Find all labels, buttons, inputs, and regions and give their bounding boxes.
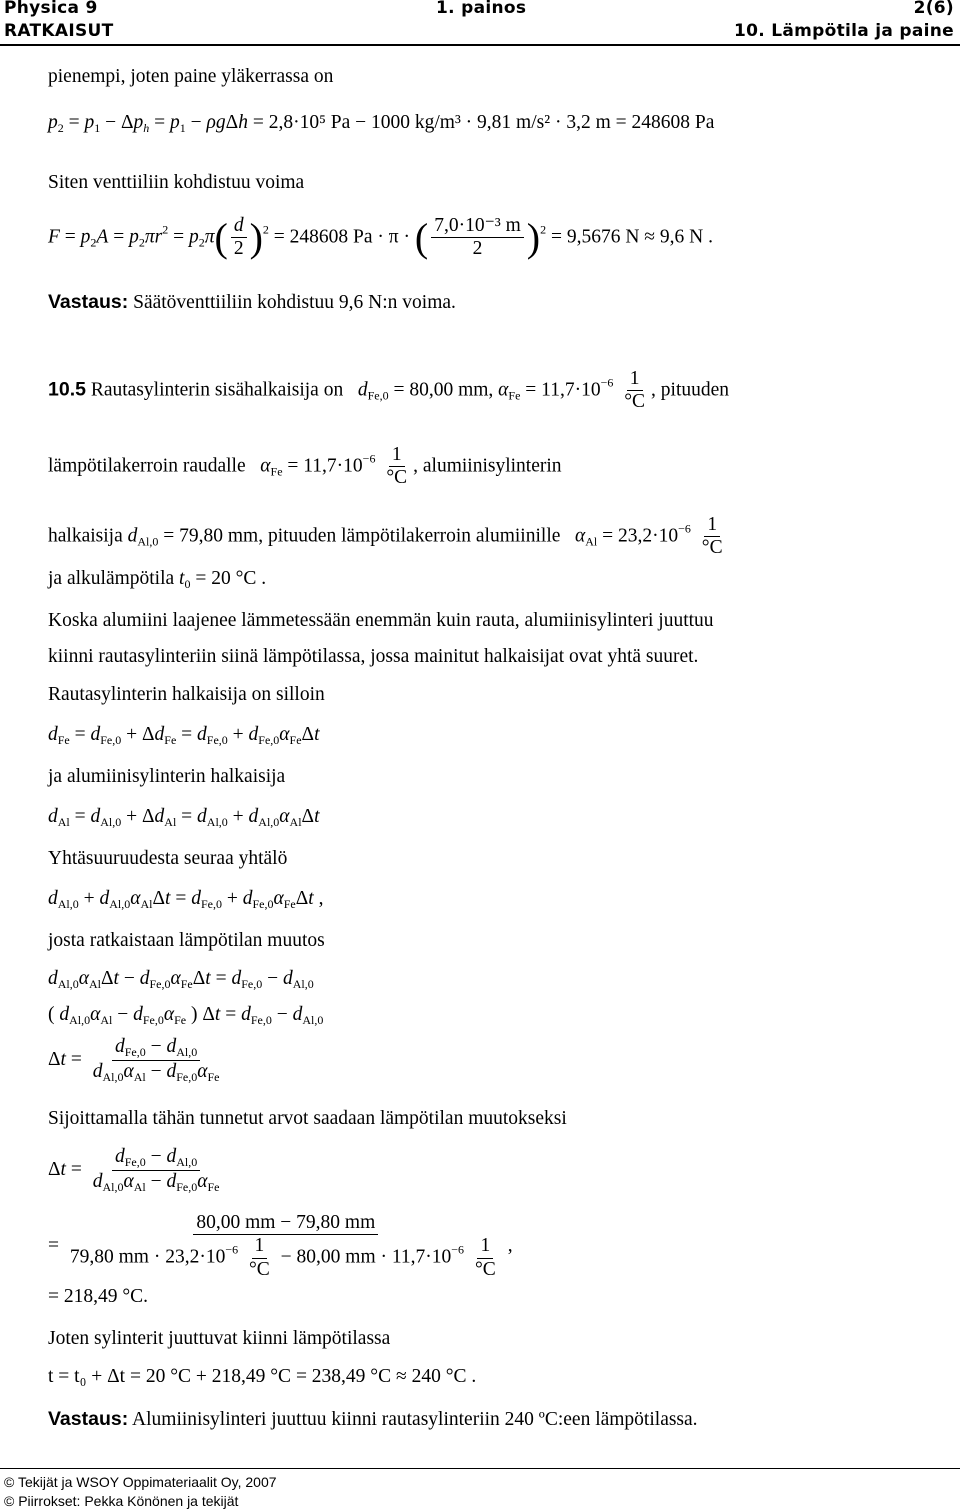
paragraph-6: ja alumiinisylinterin halkaisija (48, 766, 286, 787)
equation-equality: $d_{Al,0} + d_{Al,0}\alpha_{Al}\Delta t = d_{Fe,0} + d_{Fe,0}\alpha_{Fe}\Delta t$ , (48, 888, 324, 911)
equation-solve-1: $d_{Al,0}\alpha_{Al}\Delta t - d_{Fe,0}\alpha_{Fe}\Delta t = d_{Fe,0} - d_{Al,0}$ (48, 968, 314, 991)
equation-d-al: $d_{Al} = d_{Al,0} + \Delta d_{Al} = d_{Al,0} + d_{Al,0}\alpha_{Al}\Delta t$ (48, 806, 320, 829)
pressure-equation: $p_2 = p_1 - \Delta p_h = p_1 - \rho g\Delta h = 2,8\cdot 10^5$ Pa − 1000 kg/m³ · 9,81 m/s² · 3,2 m = 248608 Pa (48, 112, 715, 135)
paragraph-3: Koska alumiini laajenee lämmetessään enemmän kuin rauta, alumiinisylinteri juuttuu (48, 610, 714, 631)
force-equation: $F = p_2A = p_2\pi r^2 = p_2\pi$( $\frac{d}{2}$ )$^2$ = 248608 Pa · π · ( $\frac{\text{7,0·10⁻³ m}}{2}$ )$^2$ = 9,5676 N ≈ 9,6 N . (48, 214, 713, 260)
chapter-title: 10. Lämpötila ja paine (734, 21, 954, 41)
paragraph-2: Siten venttiiliin kohdistuu voima (48, 172, 305, 193)
edition: 1. painos (436, 0, 527, 18)
footer-rule (0, 1468, 960, 1469)
paragraph-8: josta ratkaistaan lämpötilan muutos (48, 930, 325, 951)
paragraph-10: Joten sylinterit juuttuvat kiinni lämpötilassa (48, 1328, 391, 1349)
problem-intro-line-1: 10.5 Rautasylinterin sisähalkaisija on $d_{Fe,0} = 80,00$ mm, $\alpha_{Fe} = 11,7\cdot 10^{-6}$ $\frac{1}{^\circ C}$ , pituuden (48, 368, 730, 413)
equation-delta-t-repeat: Δt = $\frac{d_{Fe,0} - d_{Al,0}}{d_{Al,0}\alpha_{Al} - d_{Fe,0}\alpha_{Fe}}$ (48, 1146, 220, 1194)
header-rule (0, 44, 960, 46)
paragraph-7: Yhtäsuuruudesta seuraa yhtälö (48, 848, 288, 869)
footer-copyright-2: © Piirrokset: Pekka Könönen ja tekijät (4, 1493, 239, 1509)
equation-delta-t: Δt = $\frac{d_{Fe,0} - d_{Al,0}}{d_{Al,0}\alpha_{Al} - d_{Fe,0}\alpha_{Fe}}$ (48, 1036, 220, 1084)
answer-1: Vastaus: Säätöventtiiliin kohdistuu 9,6 N:n voima. (48, 291, 456, 313)
paragraph-5: Rautasylinterin halkaisija on silloin (48, 684, 325, 705)
section-label: RATKAISUT (4, 21, 114, 41)
book-title: Physica 9 (4, 0, 98, 18)
equation-d-fe: $d_{Fe} = d_{Fe,0} + \Delta d_{Fe} = d_{Fe,0} + d_{Fe,0}\alpha_{Fe}\Delta t$ (48, 724, 320, 747)
problem-intro-line-2: lämpötilakerroin raudalle $\alpha_{Fe} = 11,7\cdot 10^{-6}$ $\frac{1}{^\circ C}$ , alumiinisylinterin (48, 444, 562, 489)
paragraph-1: pienempi, joten paine yläkerrassa on (48, 66, 334, 87)
answer-2: Vastaus: Alumiinisylinteri juuttuu kiinni rautasylinteriin 240 ºC:een lämpötilassa. (48, 1408, 698, 1430)
problem-number: 10.5 (48, 378, 86, 401)
final-equation: t = t₀ + Δt = 20 °C + 218,49 °C = 238,49 °C ≈ 240 °C . (48, 1366, 477, 1387)
paragraph-9: Sijoittamalla tähän tunnetut arvot saadaan lämpötilan muutokseksi (48, 1108, 567, 1129)
equation-result: = 218,49 °C. (48, 1286, 149, 1307)
footer-copyright-1: © Tekijät ja WSOY Oppimateriaalit Oy, 2007 (4, 1474, 277, 1490)
page-number: 2(6) (913, 0, 954, 18)
equation-solve-2: ( $d_{Al,0}\alpha_{Al} - d_{Fe,0}\alpha_{Fe}$ ) $\Delta t = d_{Fe,0} - d_{Al,0}$ (48, 1004, 324, 1027)
problem-intro-line-3: halkaisija $d_{Al,0} = 79,80$ mm, pituuden lämpötilakerroin alumiinille $\alpha_{Al} = 23,2\cdot 10^{-6}$ $\frac{1}{^\circ C}$ (48, 514, 723, 559)
paragraph-4: kiinni rautasylinteriin siinä lämpötilassa, jossa mainitut halkaisijat ovat yhtä suuret. (48, 646, 699, 667)
problem-intro-line-4: ja alkulämpötila $t_0 = 20$ °C . (48, 568, 267, 591)
equation-calculation: = 80,00 mm − 79,80 mm 79,80 mm · $23,2\cdot 10^{-6}$ $\frac{1}{^\circ C}$ − 80,00 mm · $11,7\cdot 10^{-6}$ $\frac{1}{^\circ C}$ , (48, 1212, 513, 1280)
